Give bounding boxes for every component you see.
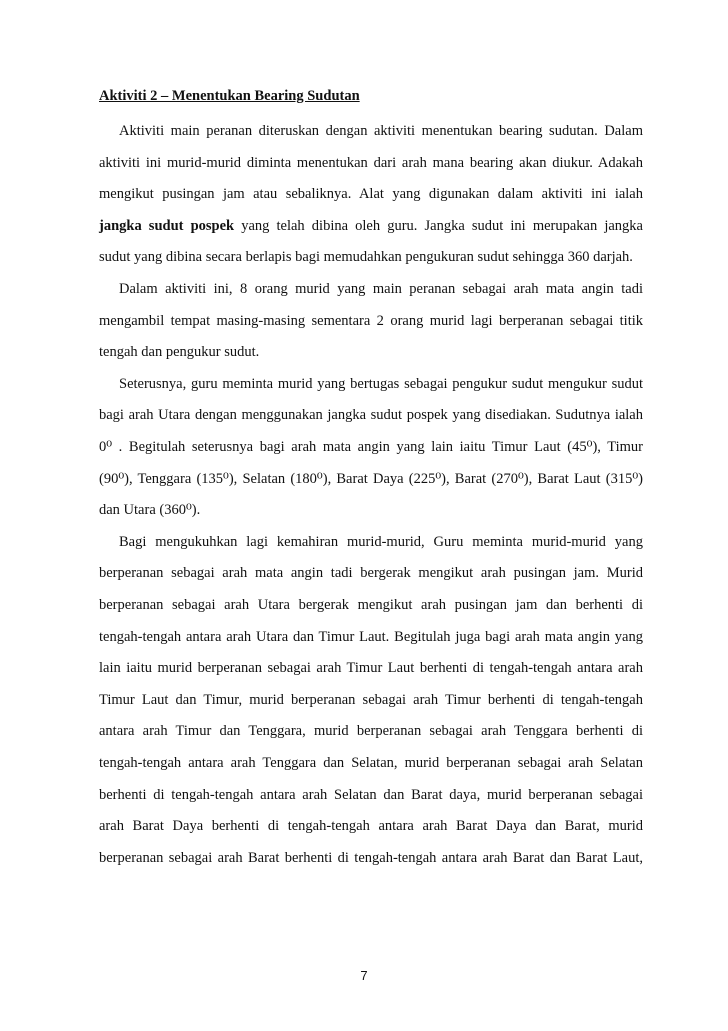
line-text: Timur Laut dan Timur, murid berperanan sebagai arah Timur berhenti di tengah-tengah bbox=[99, 691, 643, 708]
text-line bbox=[99, 437, 643, 457]
text-line bbox=[99, 469, 643, 489]
text-line bbox=[99, 405, 643, 425]
text-line bbox=[99, 184, 643, 204]
line-text: tengah-tengah antara arah Tenggara dan Selatan, murid berperanan sebagai arah Selatan bbox=[99, 755, 643, 771]
text-line bbox=[99, 785, 643, 805]
text-line bbox=[99, 311, 643, 331]
line-text: Aktiviti main peranan diteruskan dengan aktiviti menentukan bearing sudutan. Dalam bbox=[119, 123, 643, 139]
text-line bbox=[99, 848, 643, 868]
text-line bbox=[99, 658, 643, 678]
line-text: berperanan sebagai arah Barat berhenti di tengah-tengah antara arah Barat dan Barat Laut, bbox=[99, 849, 643, 866]
line-text: sudut yang dibina secara berlapis bagi memudahkan pengukuran sudut sehingga 360 darjah. bbox=[99, 249, 633, 266]
text-line bbox=[99, 153, 643, 173]
text-line bbox=[99, 721, 643, 741]
line-text: tengah-tengah antara arah Utara dan Timur Laut. Begitulah juga bagi arah mata angin yang bbox=[99, 628, 643, 645]
line-text: arah Barat Daya berhenti di tengah-tengah antara arah Barat Daya dan Barat, murid bbox=[99, 818, 643, 835]
bold-term: jangka sudut pospek bbox=[99, 217, 235, 234]
text-line bbox=[99, 816, 643, 836]
text-line bbox=[99, 690, 643, 710]
line-text: 0⁰ . Begitulah seterusnya bagi arah mata angin yang lain iaitu Timur Laut (45⁰), Timur bbox=[99, 439, 643, 455]
text-line bbox=[99, 500, 643, 520]
page-number: 7 bbox=[360, 968, 368, 983]
line-text: mengikut pusingan jam atau sebaliknya. Alat yang digunakan dalam aktiviti ini ialah bbox=[99, 186, 643, 203]
text-line bbox=[99, 563, 643, 583]
text-line bbox=[99, 627, 643, 647]
line-text: antara arah Timur dan Tenggara, murid berperanan sebagai arah Tenggara berhenti di bbox=[99, 723, 643, 740]
text-line bbox=[119, 279, 643, 299]
text-line bbox=[119, 532, 643, 552]
text-line bbox=[99, 342, 643, 362]
line-text: tengah dan pengukur sudut. bbox=[99, 344, 260, 361]
line-text: yang telah dibina oleh guru. Jangka sudut ini merupakan jangka bbox=[234, 217, 643, 234]
line-text: lain iaitu murid berperanan sebagai arah Timur Laut berhenti di tengah-tengah antara arah bbox=[99, 660, 643, 677]
line-text: (90⁰), Tenggara (135⁰), Selatan (180⁰), Barat Daya (225⁰), Barat (270⁰), Barat Laut (315⁰) bbox=[99, 470, 643, 487]
line-text: berperanan sebagai arah Utara bergerak mengikut arah pusingan jam dan berhenti di bbox=[99, 597, 643, 613]
line-text: berhenti di tengah-tengah antara arah Selatan dan Barat daya, murid berperanan sebagai bbox=[99, 786, 643, 803]
text-line bbox=[119, 121, 643, 141]
line-text: aktiviti ini murid-murid diminta menentukan dari arah mana bearing akan diukur. Adakah bbox=[99, 154, 643, 171]
line-text: Dalam aktiviti ini, 8 orang murid yang main peranan sebagai arah mata angin tadi bbox=[119, 281, 643, 297]
line-text: dan Utara (360⁰). bbox=[99, 502, 201, 519]
line-text: berperanan sebagai arah mata angin tadi bergerak mengikut arah pusingan jam. Murid bbox=[99, 565, 643, 582]
text-line bbox=[99, 595, 643, 615]
line-text: mengambil tempat masing-masing sementara 2 orang murid lagi berperanan sebagai titik bbox=[99, 312, 643, 329]
text-line bbox=[99, 753, 643, 773]
text-line bbox=[99, 247, 643, 267]
section-heading: Aktiviti 2 – Menentukan Bearing Sudutan bbox=[99, 88, 360, 104]
text-line bbox=[119, 374, 643, 394]
line-text: bagi arah Utara dengan menggunakan jangka sudut pospek yang disediakan. Sudutnya ialah bbox=[99, 407, 643, 424]
line-text: Bagi mengukuhkan lagi kemahiran murid-murid, Guru meminta murid-murid yang bbox=[119, 533, 643, 550]
text-line bbox=[99, 216, 643, 236]
line-text: Seterusnya, guru meminta murid yang bertugas sebagai pengukur sudut mengukur sudut bbox=[119, 375, 643, 392]
